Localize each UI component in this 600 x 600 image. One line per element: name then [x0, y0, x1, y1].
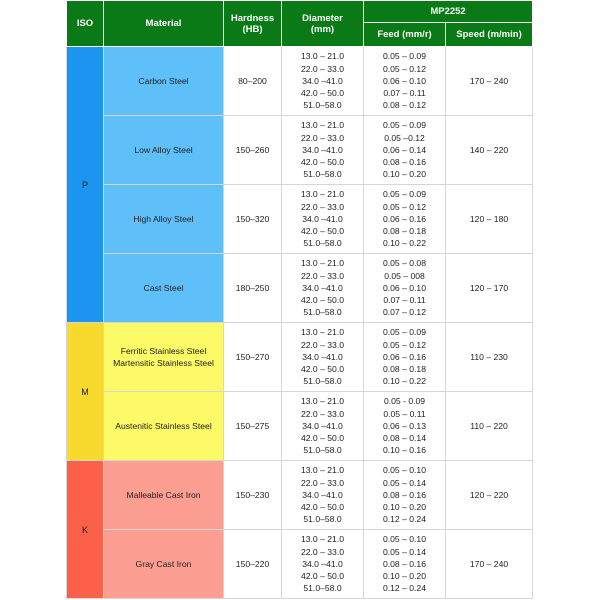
feed-value: 0.06 – 0.13 [382, 420, 426, 431]
diameter-value: 22.0 – 33.0 [300, 63, 344, 74]
diameter-value: 34.0 –41.0 [302, 213, 343, 224]
feed-value: 0.12 – 0.24 [382, 514, 426, 525]
feed-cell [364, 530, 446, 599]
diameter-value: 51.0–58.0 [303, 238, 342, 249]
feed-value: 0.05 – 0.12 [382, 201, 426, 212]
diameter-cell [282, 185, 364, 254]
diameter-value: 51.0–58.0 [303, 445, 342, 456]
diameter-value: 42.0 – 50.0 [300, 88, 344, 99]
feed-cell [364, 47, 446, 116]
feed-value: 0.05 – 0.12 [382, 339, 426, 350]
table-row [67, 323, 533, 392]
feed-value: 0.06 – 0.16 [382, 213, 426, 224]
diameter-cell [282, 116, 364, 185]
feed-value: 0.08 – 0.18 [382, 364, 426, 375]
cutting-data-table [66, 0, 533, 599]
feed-cell [364, 392, 446, 461]
diameter-value: 22.0 – 33.0 [300, 270, 344, 281]
table-row [67, 116, 533, 185]
table-row [67, 185, 533, 254]
speed-cell: 120 – 180 [446, 185, 533, 254]
material-name: Malleable Cast Iron [126, 490, 201, 500]
table-row [67, 530, 533, 599]
material-name: Low Alloy Steel [134, 145, 193, 155]
diameter-cell [282, 323, 364, 392]
material-name: Martensitic Stainless Steel [113, 358, 214, 368]
hardness-cell: 80–200 [224, 47, 282, 116]
feed-value: 0.10 – 0.22 [382, 376, 426, 387]
feed-value: 0.10 – 0.16 [382, 445, 426, 456]
material-cell [104, 392, 224, 461]
hardness-cell: 150–320 [224, 185, 282, 254]
material-name: Gray Cast Iron [135, 559, 192, 569]
material-cell [104, 530, 224, 599]
diameter-value: 42.0 – 50.0 [300, 157, 344, 168]
feed-value: 0.05 – 0.08 [382, 258, 426, 269]
hardness-cell: 150–270 [224, 323, 282, 392]
header-hardness-line-1: Hardness [230, 12, 275, 24]
diameter-value: 42.0 – 50.0 [300, 571, 344, 582]
diameter-value: 13.0 – 21.0 [300, 327, 344, 338]
feed-value: 0.05 – 0.11 [383, 408, 426, 419]
diameter-value: 51.0–58.0 [303, 583, 342, 594]
cutting-data-table-wrapper [66, 0, 532, 599]
material-cell [104, 185, 224, 254]
table-body [67, 47, 533, 599]
feed-value: 0.06 – 0.10 [382, 282, 426, 293]
feed-cell [364, 116, 446, 185]
table-header [67, 1, 533, 47]
material-name: Carbon Steel [138, 76, 189, 86]
diameter-value: 13.0 – 21.0 [300, 189, 344, 200]
diameter-value: 42.0 – 50.0 [300, 295, 344, 306]
diameter-value: 22.0 – 33.0 [300, 408, 344, 419]
header-hardness [224, 1, 282, 47]
hardness-cell: 150–260 [224, 116, 282, 185]
diameter-value: 51.0–58.0 [303, 307, 342, 318]
material-cell [104, 254, 224, 323]
feed-value: 0.07 – 0.11 [383, 295, 426, 306]
feed-value: 0.06 – 0.16 [382, 351, 426, 362]
diameter-value: 13.0 – 21.0 [300, 120, 344, 131]
header-grade: MP2252 [364, 1, 533, 23]
diameter-value: 22.0 – 33.0 [300, 546, 344, 557]
diameter-value: 13.0 – 21.0 [300, 534, 344, 545]
feed-value: 0.10 – 0.20 [382, 571, 426, 582]
table-row [67, 254, 533, 323]
hardness-cell: 150–275 [224, 392, 282, 461]
feed-value: 0.05 – 0.10 [382, 534, 426, 545]
speed-cell: 170 – 240 [446, 47, 533, 116]
diameter-value: 34.0 –41.0 [302, 558, 343, 569]
feed-value: 0.06 – 0.14 [382, 144, 426, 155]
diameter-value: 34.0 –41.0 [302, 75, 343, 86]
feed-value: 0.08 – 0.16 [382, 157, 426, 168]
diameter-value: 34.0 –41.0 [302, 282, 343, 293]
feed-value: 0.08 – 0.16 [382, 489, 426, 500]
diameter-value: 51.0–58.0 [303, 514, 342, 525]
material-cell [104, 116, 224, 185]
diameter-cell [282, 392, 364, 461]
diameter-value: 42.0 – 50.0 [300, 364, 344, 375]
material-name: Ferritic Stainless Steel [120, 346, 207, 356]
table-row [67, 392, 533, 461]
material-cell [104, 47, 224, 116]
iso-group-p: P [67, 47, 104, 323]
diameter-value: 42.0 – 50.0 [300, 433, 344, 444]
diameter-value: 34.0 –41.0 [302, 420, 343, 431]
hardness-cell: 180–250 [224, 254, 282, 323]
feed-value: 0.05 – 008 [384, 270, 425, 281]
feed-value: 0.05 – 0.14 [382, 477, 426, 488]
header-feed: Feed (mm/r) [364, 23, 446, 47]
feed-value: 0.08 – 0.16 [382, 558, 426, 569]
hardness-cell: 150–230 [224, 461, 282, 530]
material-name: High Alloy Steel [133, 214, 194, 224]
diameter-value: 22.0 – 33.0 [300, 201, 344, 212]
table-row [67, 461, 533, 530]
feed-value: 0.05 – 0.09 [382, 327, 426, 338]
diameter-value: 22.0 – 33.0 [300, 477, 344, 488]
feed-value: 0.05 – 0.09 [382, 189, 426, 200]
speed-cell: 120 – 170 [446, 254, 533, 323]
material-name: Austenitic Stainless Steel [115, 421, 212, 431]
header-material: Material [104, 1, 224, 47]
feed-value: 0.10 – 0.20 [382, 169, 426, 180]
iso-group-m: M [67, 323, 104, 461]
feed-value: 0.05 – 0.09 [382, 51, 426, 62]
header-iso: ISO [67, 1, 104, 47]
feed-value: 0.10 – 0.20 [382, 502, 426, 513]
diameter-value: 22.0 – 33.0 [300, 132, 344, 143]
diameter-value: 34.0 –41.0 [302, 489, 343, 500]
feed-value: 0.05 – 0.12 [382, 63, 426, 74]
diameter-value: 42.0 – 50.0 [300, 502, 344, 513]
diameter-value: 34.0 –41.0 [302, 144, 343, 155]
diameter-value: 51.0–58.0 [303, 100, 342, 111]
material-cell [104, 461, 224, 530]
header-hardness-line-2: (HB) [242, 23, 263, 35]
diameter-value: 51.0–58.0 [303, 376, 342, 387]
diameter-value: 42.0 – 50.0 [300, 226, 344, 237]
feed-cell [364, 254, 446, 323]
hardness-cell: 150–220 [224, 530, 282, 599]
speed-cell: 120 – 220 [446, 461, 533, 530]
feed-value: 0.07 – 0.12 [382, 307, 426, 318]
feed-cell [364, 323, 446, 392]
diameter-value: 34.0 –41.0 [302, 351, 343, 362]
header-speed: Speed (m/min) [446, 23, 533, 47]
feed-value: 0.05 - 0.09 [383, 396, 426, 407]
feed-value: 0.08 – 0.14 [382, 433, 426, 444]
table-row [67, 47, 533, 116]
speed-cell: 170 – 240 [446, 530, 533, 599]
feed-cell [364, 185, 446, 254]
material-name: Cast Steel [143, 283, 184, 293]
feed-value: 0.05 – 0.14 [382, 546, 426, 557]
material-cell [104, 323, 224, 392]
feed-value: 0.05 –0.12 [384, 132, 425, 143]
iso-group-k: K [67, 461, 104, 599]
feed-value: 0.06 – 0.10 [382, 75, 426, 86]
diameter-cell [282, 47, 364, 116]
feed-cell [364, 461, 446, 530]
header-diameter-line-1: Diameter [302, 12, 343, 24]
diameter-cell [282, 530, 364, 599]
feed-value: 0.08 – 0.12 [382, 100, 426, 111]
diameter-cell [282, 254, 364, 323]
header-diameter [282, 1, 364, 47]
feed-value: 0.05 – 0.09 [382, 120, 426, 131]
speed-cell: 140 – 220 [446, 116, 533, 185]
feed-value: 0.08 – 0.18 [382, 226, 426, 237]
diameter-value: 13.0 – 21.0 [300, 51, 344, 62]
feed-value: 0.05 – 0.10 [382, 465, 426, 476]
diameter-value: 51.0–58.0 [303, 169, 342, 180]
header-diameter-line-2: (mm) [310, 23, 335, 35]
diameter-cell [282, 461, 364, 530]
speed-cell: 110 – 220 [446, 392, 533, 461]
feed-value: 0.10 – 0.22 [382, 238, 426, 249]
speed-cell: 110 – 230 [446, 323, 533, 392]
diameter-value: 22.0 – 33.0 [300, 339, 344, 350]
diameter-value: 13.0 – 21.0 [300, 396, 344, 407]
feed-value: 0.12 – 0.24 [382, 583, 426, 594]
diameter-value: 13.0 – 21.0 [300, 465, 344, 476]
diameter-value: 13.0 – 21.0 [300, 258, 344, 269]
feed-value: 0.07 – 0.11 [383, 88, 426, 99]
